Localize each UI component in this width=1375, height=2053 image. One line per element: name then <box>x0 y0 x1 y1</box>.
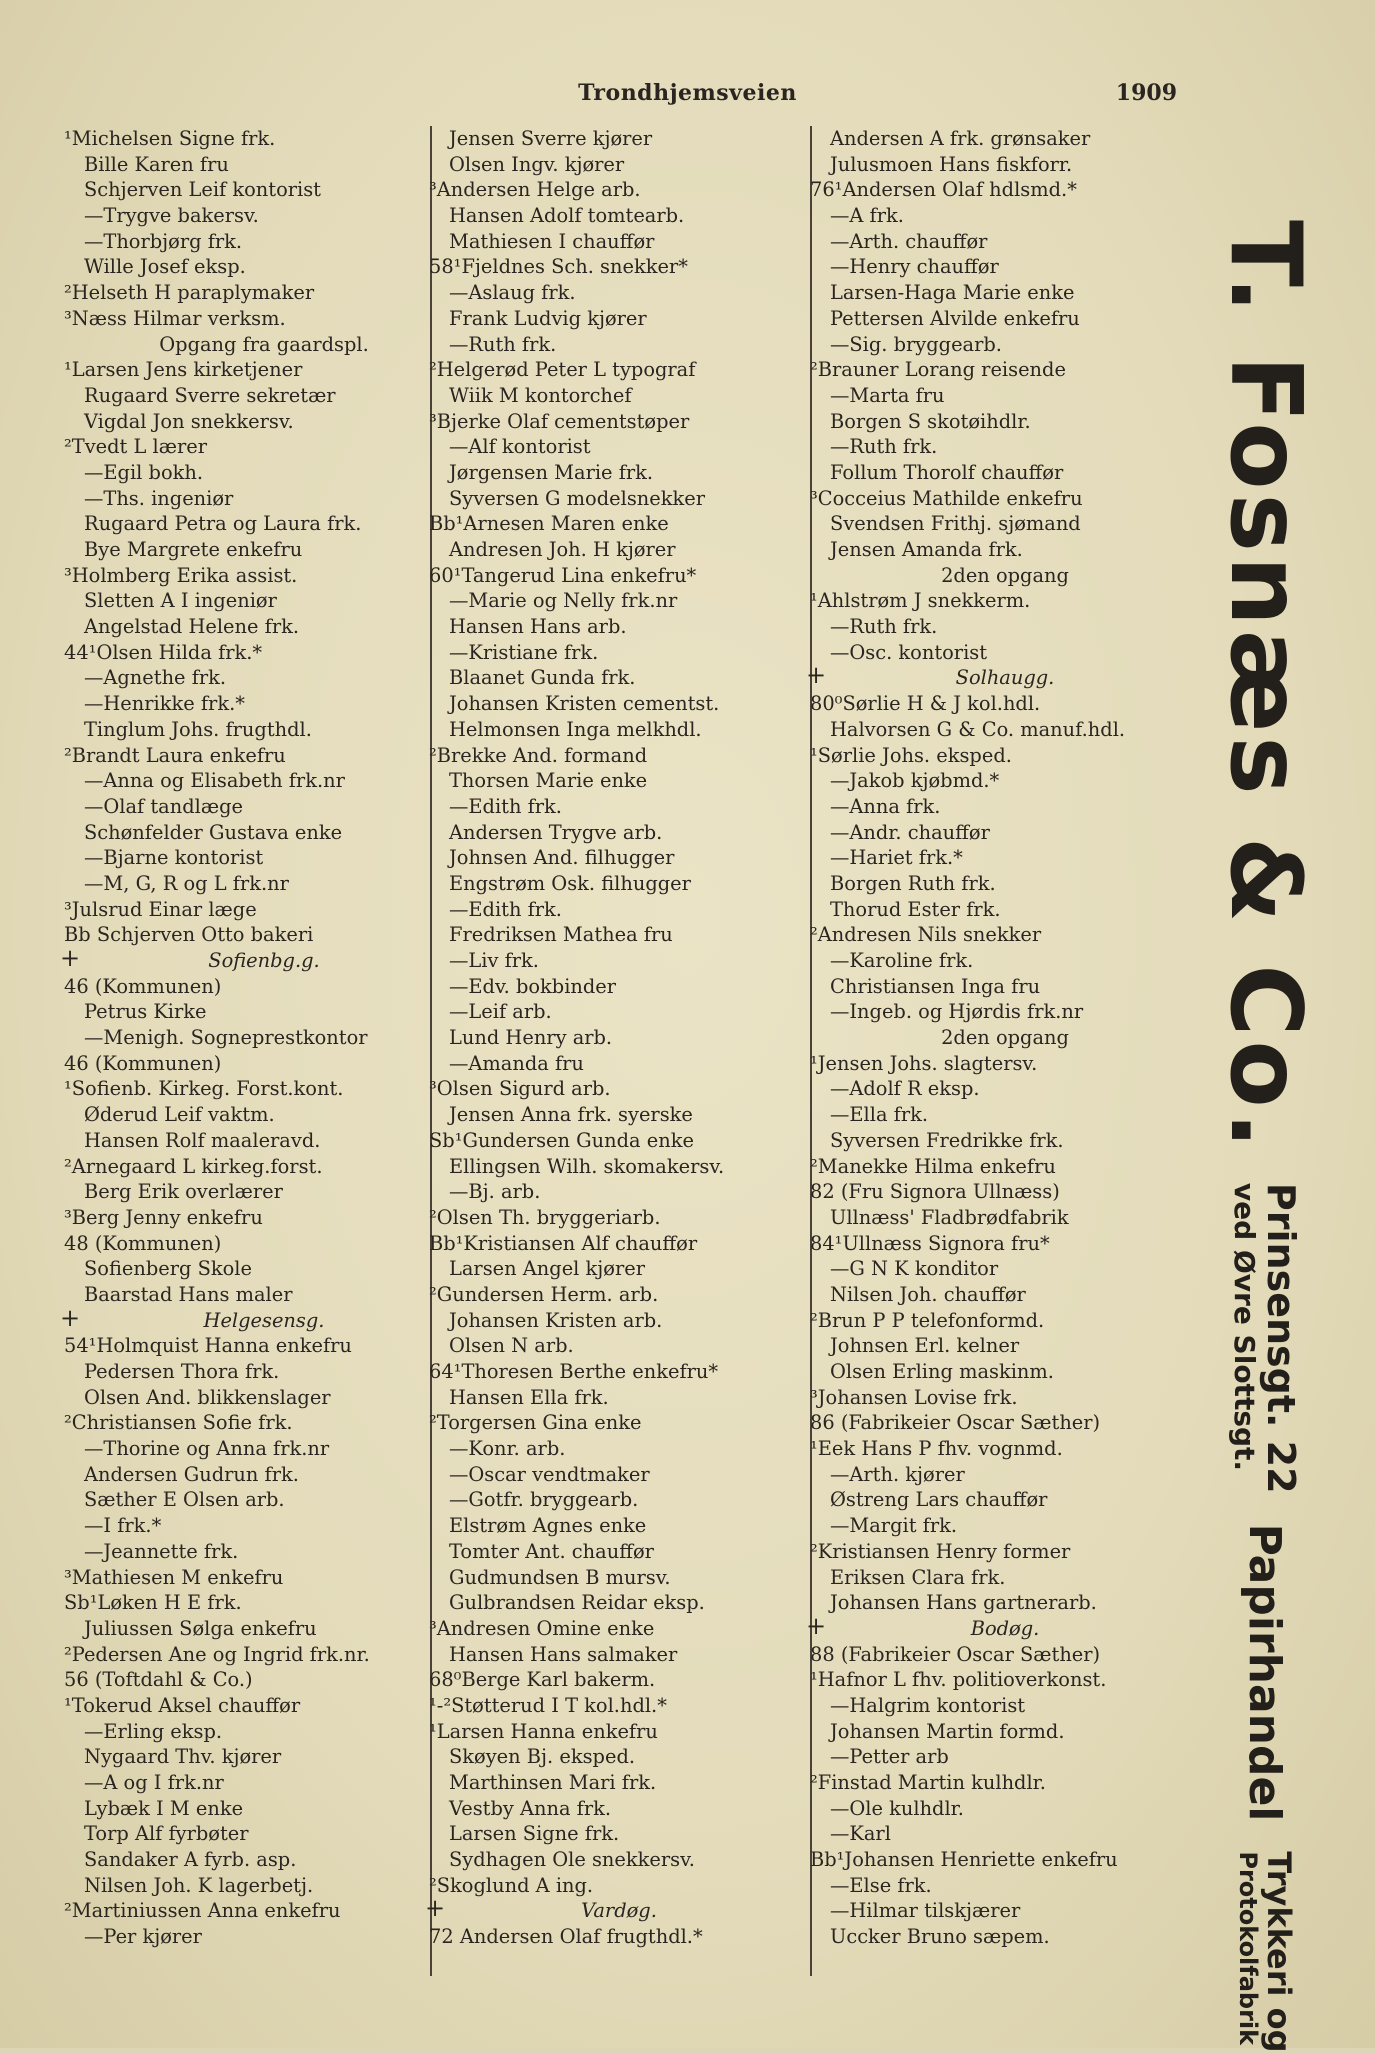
directory-entry: Borgen Ruth frk. <box>830 871 996 895</box>
directory-entry: —Edith frk. <box>449 794 562 818</box>
directory-entry: —Else frk. <box>830 1873 932 1897</box>
ad-trade: Papirhandel <box>1239 1523 1291 1822</box>
directory-entry: Nilsen Joh. chauffør <box>830 1282 1026 1306</box>
directory-entry: Larsen Signe frk. <box>449 1822 620 1846</box>
directory-entry: Østreng Lars chauffør <box>830 1488 1048 1512</box>
directory-entry: Tinglum Johs. frugthdl. <box>84 717 312 741</box>
directory-entry: Gudmundsen B mursv. <box>449 1565 671 1589</box>
directory-entry: Pedersen Thora frk. <box>84 1360 280 1383</box>
directory-entry: Skøyen Bj. eksped. <box>449 1745 636 1769</box>
directory-entry: ¹Sørlie Johs. eksped. <box>810 743 1012 767</box>
directory-entry: —Ella frk. <box>830 1103 929 1127</box>
directory-entry: —Ruth frk. <box>449 332 557 356</box>
directory-entry: Fredriksen Mathea fru <box>449 923 673 947</box>
directory-entry: —Menigh. Sogneprestkontor <box>84 1026 368 1050</box>
directory-entry: Olsen N arb. <box>449 1334 574 1358</box>
directory-entry: 88 (Fabrikeier Oscar Sæther) <box>810 1642 1101 1666</box>
directory-entry: ³Andresen Omine enke <box>429 1616 655 1640</box>
directory-entry: —Andr. chauffør <box>830 820 990 844</box>
directory-entry: —Edv. bokbinder <box>449 974 617 998</box>
directory-entry: Nygaard Thv. kjører <box>84 1745 282 1769</box>
directory-entry: Sandaker A fyrb. asp. <box>84 1848 297 1872</box>
directory-entry: —Trygve bakersv. <box>84 204 259 228</box>
directory-entry: ³Næss Hilmar verksm. <box>64 306 286 330</box>
directory-entry: Frank Ludvig kjører <box>449 306 647 330</box>
directory-entry: 56 (Toftdahl & Co.) <box>64 1668 253 1692</box>
directory-entry: Lybæk I M enke <box>84 1796 244 1820</box>
directory-entry: Ellingsen Wilh. skomakersv. <box>449 1154 725 1178</box>
directory-entry: Andresen Joh. H kjører <box>449 538 676 561</box>
directory-entry: ³Olsen Sigurd arb. <box>429 1077 611 1101</box>
street-heading: + Sofienbg.g. <box>64 948 464 974</box>
directory-entry: Johansen Kristen cementst. <box>449 692 720 716</box>
directory-column-1 <box>64 126 464 1950</box>
ad-address-sub: ved Øvre Slottsgt. <box>1228 1182 1262 1472</box>
directory-entry: —I frk.* <box>84 1514 162 1538</box>
directory-entry: Larsen Angel kjører <box>449 1257 645 1281</box>
ad-extra <box>1234 1851 1296 2052</box>
directory-entry: Andersen Gudrun frk. <box>84 1462 299 1486</box>
directory-entry: —Anna og Elisabeth frk.nr <box>84 769 345 793</box>
directory-entry: —Jeannette frk. <box>84 1539 239 1563</box>
directory-entry: ²Andresen Nils snekker <box>810 923 1042 947</box>
directory-entry: —Agnethe frk. <box>84 666 227 690</box>
directory-entry: Angelstad Helene frk. <box>84 615 300 639</box>
directory-entry: 68⁰Berge Karl bakerm. <box>429 1668 656 1692</box>
directory-entry: Hansen Adolf tomtearb. <box>449 204 685 228</box>
directory-entry: Wiik M kontorchef <box>449 383 632 407</box>
directory-entry: Rugaard Petra og Laura frk. <box>84 512 362 536</box>
directory-entry: ²Christiansen Sofie frk. <box>64 1411 293 1435</box>
directory-entry: —Konr. arb. <box>449 1437 566 1461</box>
directory-entry: —Sig. bryggearb. <box>830 332 1002 356</box>
directory-entry: ³Berg Jenny enkefru <box>64 1205 263 1229</box>
directory-entry: Julusmoen Hans fiskforr. <box>830 152 1073 176</box>
directory-entry: Andersen Trygve arb. <box>449 820 663 844</box>
directory-entry: ¹Jensen Johs. slagtersv. <box>810 1051 1038 1075</box>
directory-entry: —Bj. arb. <box>449 1180 541 1204</box>
street-heading: + Solhaugg. <box>810 665 1200 691</box>
directory-entry: Wille Josef eksp. <box>84 255 246 279</box>
directory-entry: 60¹Tangerud Lina enkefru* <box>429 563 697 587</box>
directory-entry: 44¹Olsen Hilda frk.* <box>64 640 263 664</box>
directory-entry: —Thorine og Anna frk.nr <box>84 1437 330 1461</box>
directory-entry: Sæther E Olsen arb. <box>84 1488 285 1512</box>
directory-entry: Larsen-Haga Marie enke <box>830 281 1075 305</box>
directory-entry: —M, G, R og L frk.nr <box>84 871 289 895</box>
directory-entry: —Arth. kjører <box>830 1462 965 1486</box>
directory-entry: ²Pedersen Ane og Ingrid frk.nr. <box>64 1642 370 1666</box>
directory-entry: Engstrøm Osk. filhugger <box>449 871 691 895</box>
directory-entry: —Thorbjørg frk. <box>84 229 243 253</box>
directory-entry: Andersen A frk. grønsaker <box>830 127 1091 150</box>
directory-entry: —G N K konditor <box>830 1257 999 1281</box>
directory-entry: ³Julsrud Einar læge <box>64 897 257 921</box>
ad-extra-main: Trykkeri og <box>1259 1851 1298 2053</box>
directory-entry: Hansen Rolf maaleravd. <box>84 1128 321 1152</box>
directory-entry: Vestby Anna frk. <box>449 1796 612 1820</box>
directory-column-3 <box>810 126 1200 1950</box>
directory-entry: Bb¹Kristiansen Alf chauffør <box>429 1231 698 1255</box>
directory-entry: —A frk. <box>830 204 904 228</box>
directory-entry: —Ruth frk. <box>830 615 938 639</box>
directory-entry: —Henrikke frk.* <box>84 692 245 716</box>
directory-entry: Bye Margrete enkefru <box>84 538 303 561</box>
directory-entry: Halvorsen G & Co. manuf.hdl. <box>830 717 1126 741</box>
directory-entry: ³Bjerke Olaf cementstøper <box>429 409 690 433</box>
directory-entry: Sydhagen Ole snekkersv. <box>449 1848 695 1872</box>
directory-entry: —Marta fru <box>830 383 945 407</box>
directory-entry: —Marie og Nelly frk.nr <box>449 589 678 613</box>
directory-entry: Elstrøm Agnes enke <box>449 1514 647 1538</box>
directory-entry: Vigdal Jon snekkersv. <box>84 409 294 433</box>
ad-address <box>1229 1183 1302 1494</box>
directory-entry: 54¹Holmquist Hanna enkefru <box>64 1334 352 1358</box>
directory-entry: ²Helseth H paraplymaker <box>64 281 315 305</box>
directory-entry: Schjerven Leif kontorist <box>84 178 321 202</box>
directory-entry: ²Tvedt L lærer <box>64 435 207 459</box>
directory-entry: ¹Hafnor L fhv. politioverkonst. <box>810 1668 1107 1692</box>
directory-entry: —Egil bokh. <box>84 460 204 484</box>
directory-entry: Berg Erik overlærer <box>84 1180 283 1204</box>
directory-entry: ²Skoglund A ing. <box>429 1873 594 1897</box>
entrance-heading: Opgang fra gaardspl. <box>159 332 369 356</box>
directory-entry: —Adolf R eksp. <box>830 1077 980 1101</box>
street-heading: + Helgesensg. <box>64 1308 464 1334</box>
directory-entry: —Anna frk. <box>830 794 941 818</box>
directory-entry: 86 (Fabrikeier Oscar Sæther) <box>810 1411 1101 1435</box>
directory-entry: Bb Schjerven Otto bakeri <box>64 923 314 947</box>
directory-entry: Bb¹Arnesen Maren enke <box>429 512 669 536</box>
directory-entry: Christiansen Inga fru <box>830 974 1041 998</box>
directory-entry: ²Brekke And. formand <box>429 743 648 767</box>
directory-entry: Sletten A I ingeniør <box>84 589 277 613</box>
directory-entry: Olsen And. blikkenslager <box>84 1385 331 1409</box>
directory-entry: —Arth. chauffør <box>830 229 988 253</box>
directory-entry: Juliussen Sølga enkefru <box>84 1616 317 1640</box>
directory-entry: 72 Andersen Olaf frugthdl.* <box>429 1925 703 1949</box>
directory-entry: Mathiesen I chauffør <box>449 229 655 253</box>
directory-entry: 84¹Ullnæss Signora fru* <box>810 1231 1050 1255</box>
directory-entry: ³Johansen Lovise frk. <box>810 1385 1018 1409</box>
directory-entry: —Halgrim kontorist <box>830 1693 1026 1717</box>
directory-entry: ¹Ahlstrøm J snekkerm. <box>810 589 1031 613</box>
directory-entry: Olsen Erling maskinm. <box>830 1360 1054 1383</box>
directory-entry: Johansen Martin formd. <box>830 1719 1065 1743</box>
directory-entry: ²Olsen Th. bryggeriarb. <box>429 1205 661 1229</box>
directory-entry: ²Manekke Hilma enkefru <box>810 1154 1056 1178</box>
directory-entry: —Bjarne kontorist <box>84 846 264 870</box>
directory-entry: Johnsen Erl. kelner <box>830 1334 1020 1358</box>
directory-entry: Borgen S skotøihdlr. <box>830 409 1031 433</box>
directory-entry: 48 (Kommunen) <box>64 1231 222 1255</box>
directory-entry: Thorsen Marie enke <box>449 769 648 793</box>
directory-entry: ²Brun P P telefonformd. <box>810 1308 1045 1332</box>
directory-entry: —Ths. ingeniør <box>84 486 234 510</box>
directory-entry: —Edith frk. <box>449 897 562 921</box>
directory-entry: ²Kristiansen Henry former <box>810 1539 1071 1563</box>
directory-entry: —Ole kulhdlr. <box>830 1796 964 1820</box>
directory-entry: ¹Larsen Jens kirketjener <box>64 358 303 382</box>
directory-entry: —Jakob kjøbmd.* <box>830 769 1000 793</box>
directory-entry: —Petter arb <box>830 1745 949 1769</box>
ad-address-main: Prinsensgt. 22 <box>1259 1182 1304 1494</box>
directory-entry: Hansen Hans salmaker <box>449 1642 678 1666</box>
directory-entry: Johansen Hans gartnerarb. <box>830 1591 1097 1615</box>
directory-entry: —Liv frk. <box>449 949 539 972</box>
directory-entry: 58¹Fjeldnes Sch. snekker* <box>429 255 688 279</box>
directory-entry: ¹Michelsen Signe frk. <box>64 127 276 150</box>
directory-entry: —Olaf tandlæge <box>84 794 243 818</box>
directory-entry: —Henry chauffør <box>830 255 999 279</box>
directory-entry: —A og I frk.nr <box>84 1771 224 1794</box>
directory-entry: Blaanet Gunda frk. <box>449 666 636 690</box>
directory-entry: —Margit frk. <box>830 1514 958 1538</box>
directory-entry: Follum Thorolf chauffør <box>830 460 1064 484</box>
directory-entry: Eriksen Clara frk. <box>830 1565 1006 1589</box>
directory-entry: Bille Karen fru <box>84 152 229 176</box>
directory-entry: —Oscar vendtmaker <box>449 1462 650 1486</box>
side-advertisement <box>1190 220 1340 2053</box>
page-year: 1909 <box>1115 80 1177 106</box>
directory-entry: Schønfelder Gustava enke <box>84 820 343 844</box>
street-heading: + Vardøg. <box>429 1898 809 1924</box>
directory-entry: Gulbrandsen Reidar eksp. <box>449 1591 705 1615</box>
directory-entry: 64¹Thoresen Berthe enkefru* <box>429 1360 719 1383</box>
directory-entry: —Ruth frk. <box>830 435 938 459</box>
directory-entry: ²Arnegaard L kirkeg.forst. <box>64 1154 323 1178</box>
directory-entry: 46 (Kommunen) <box>64 974 222 998</box>
directory-entry: 46 (Kommunen) <box>64 1051 222 1075</box>
directory-entry: Nilsen Joh. K lagerbetj. <box>84 1873 314 1897</box>
directory-entry: ²Gundersen Herm. arb. <box>429 1282 659 1306</box>
directory-entry: Hansen Ella frk. <box>449 1385 609 1409</box>
directory-entry: ²Martiniussen Anna enkefru <box>64 1899 341 1923</box>
directory-entry: Hansen Hans arb. <box>449 615 627 639</box>
directory-entry: —Amanda fru <box>449 1051 584 1075</box>
directory-entry: —Erling eksp. <box>84 1719 223 1743</box>
page-title: Trondhjemsveien <box>578 80 797 106</box>
directory-entry: ²Helgerød Peter L typograf <box>429 358 696 382</box>
directory-entry: Olsen Ingv. kjører <box>449 152 625 176</box>
directory-entry: Uccker Bruno sæpem. <box>830 1925 1050 1949</box>
directory-entry: —Hilmar tilskjærer <box>830 1899 1021 1923</box>
directory-entry: Johnsen And. filhugger <box>449 846 675 870</box>
ad-company-name: T. Fosnæs & Co. <box>1208 220 1322 1153</box>
entrance-heading: 2den opgang <box>941 563 1069 587</box>
directory-entry: Syversen Fredrikke frk. <box>830 1128 1064 1152</box>
directory-entry: —Alf kontorist <box>449 435 591 459</box>
directory-entry: ²Brandt Laura enkefru <box>64 743 286 767</box>
ad-extra-sub: Protokolfabrik <box>1233 1851 1262 2046</box>
directory-entry: Helmonsen Inga melkhdl. <box>449 717 702 741</box>
directory-entry: Svendsen Frithj. sjømand <box>830 512 1081 536</box>
street-heading: + Bodøg. <box>810 1616 1200 1642</box>
directory-entry: ¹Eek Hans P fhv. vognmd. <box>810 1437 1063 1461</box>
directory-entry: —Ingeb. og Hjørdis frk.nr <box>830 1000 1084 1024</box>
directory-entry: —Aslaug frk. <box>449 281 576 305</box>
directory-entry: Petrus Kirke <box>84 1000 207 1024</box>
entrance-heading: 2den opgang <box>941 1026 1069 1050</box>
directory-entry: ²Torgersen Gina enke <box>429 1411 642 1435</box>
directory-entry: Torp Alf fyrbøter <box>84 1822 249 1846</box>
directory-entry: Øderud Leif vaktm. <box>84 1103 275 1127</box>
directory-entry: ³Holmberg Erika assist. <box>64 563 298 587</box>
directory-entry: Sofienberg Skole <box>84 1257 252 1281</box>
directory-entry: Jensen Anna frk. syerske <box>449 1103 693 1127</box>
directory-entry: ²Finstad Martin kulhdlr. <box>810 1771 1046 1794</box>
directory-entry: Jensen Sverre kjører <box>449 127 653 150</box>
directory-entry: ¹Larsen Hanna enkefru <box>429 1719 658 1743</box>
directory-entry: —Kristiane frk. <box>449 640 599 664</box>
directory-entry: 80⁰Sørlie H & J kol.hdl. <box>810 692 1041 716</box>
directory-entry: Rugaard Sverre sekretær <box>84 383 336 407</box>
directory-entry: —Gotfr. bryggearb. <box>449 1488 639 1512</box>
directory-entry: Pettersen Alvilde enkefru <box>830 306 1080 330</box>
directory-entry: —Per kjører <box>84 1925 202 1949</box>
directory-entry: Syversen G modelsnekker <box>449 486 705 510</box>
directory-entry: ³Cocceius Mathilde enkefru <box>810 486 1083 510</box>
directory-entry: ¹Tokerud Aksel chauffør <box>64 1693 301 1717</box>
directory-entry: ¹Sofienb. Kirkeg. Forst.kont. <box>64 1077 344 1101</box>
directory-entry: 76¹Andersen Olaf hdlsmd.* <box>810 178 1077 202</box>
directory-column-2 <box>429 126 809 1950</box>
directory-entry: Johansen Kristen arb. <box>449 1308 663 1332</box>
directory-entry: Thorud Ester frk. <box>830 897 1001 921</box>
directory-entry: Baarstad Hans maler <box>84 1282 293 1306</box>
directory-entry: ³Mathiesen M enkefru <box>64 1565 284 1589</box>
directory-entry: 82 (Fru Signora Ullnæss) <box>810 1180 1060 1204</box>
directory-entry: Sb¹Løken H E frk. <box>64 1591 242 1615</box>
directory-entry: —Leif arb. <box>449 1000 552 1024</box>
directory-entry: Tomter Ant. chauffør <box>449 1539 654 1563</box>
directory-entry: Marthinsen Mari frk. <box>449 1771 657 1794</box>
directory-entry: Lund Henry arb. <box>449 1026 613 1050</box>
directory-entry: —Karl <box>830 1822 891 1846</box>
directory-entry: ³Andersen Helge arb. <box>429 178 641 202</box>
directory-entry: Ullnæss' Fladbrødfabrik <box>830 1205 1069 1229</box>
directory-entry: Jørgensen Marie frk. <box>449 460 654 484</box>
directory-entry: ²Brauner Lorang reisende <box>810 358 1066 382</box>
directory-entry: Jensen Amanda frk. <box>830 538 1023 561</box>
directory-entry: —Karoline frk. <box>830 949 974 972</box>
directory-entry: ¹-²Støtterud I T kol.hdl.* <box>429 1693 667 1717</box>
directory-entry: Bb¹Johansen Henriette enkefru <box>810 1848 1118 1872</box>
directory-entry: —Hariet frk.* <box>830 846 963 870</box>
directory-entry: Sb¹Gundersen Gunda enke <box>429 1128 694 1152</box>
directory-entry: —Osc. kontorist <box>830 640 988 664</box>
